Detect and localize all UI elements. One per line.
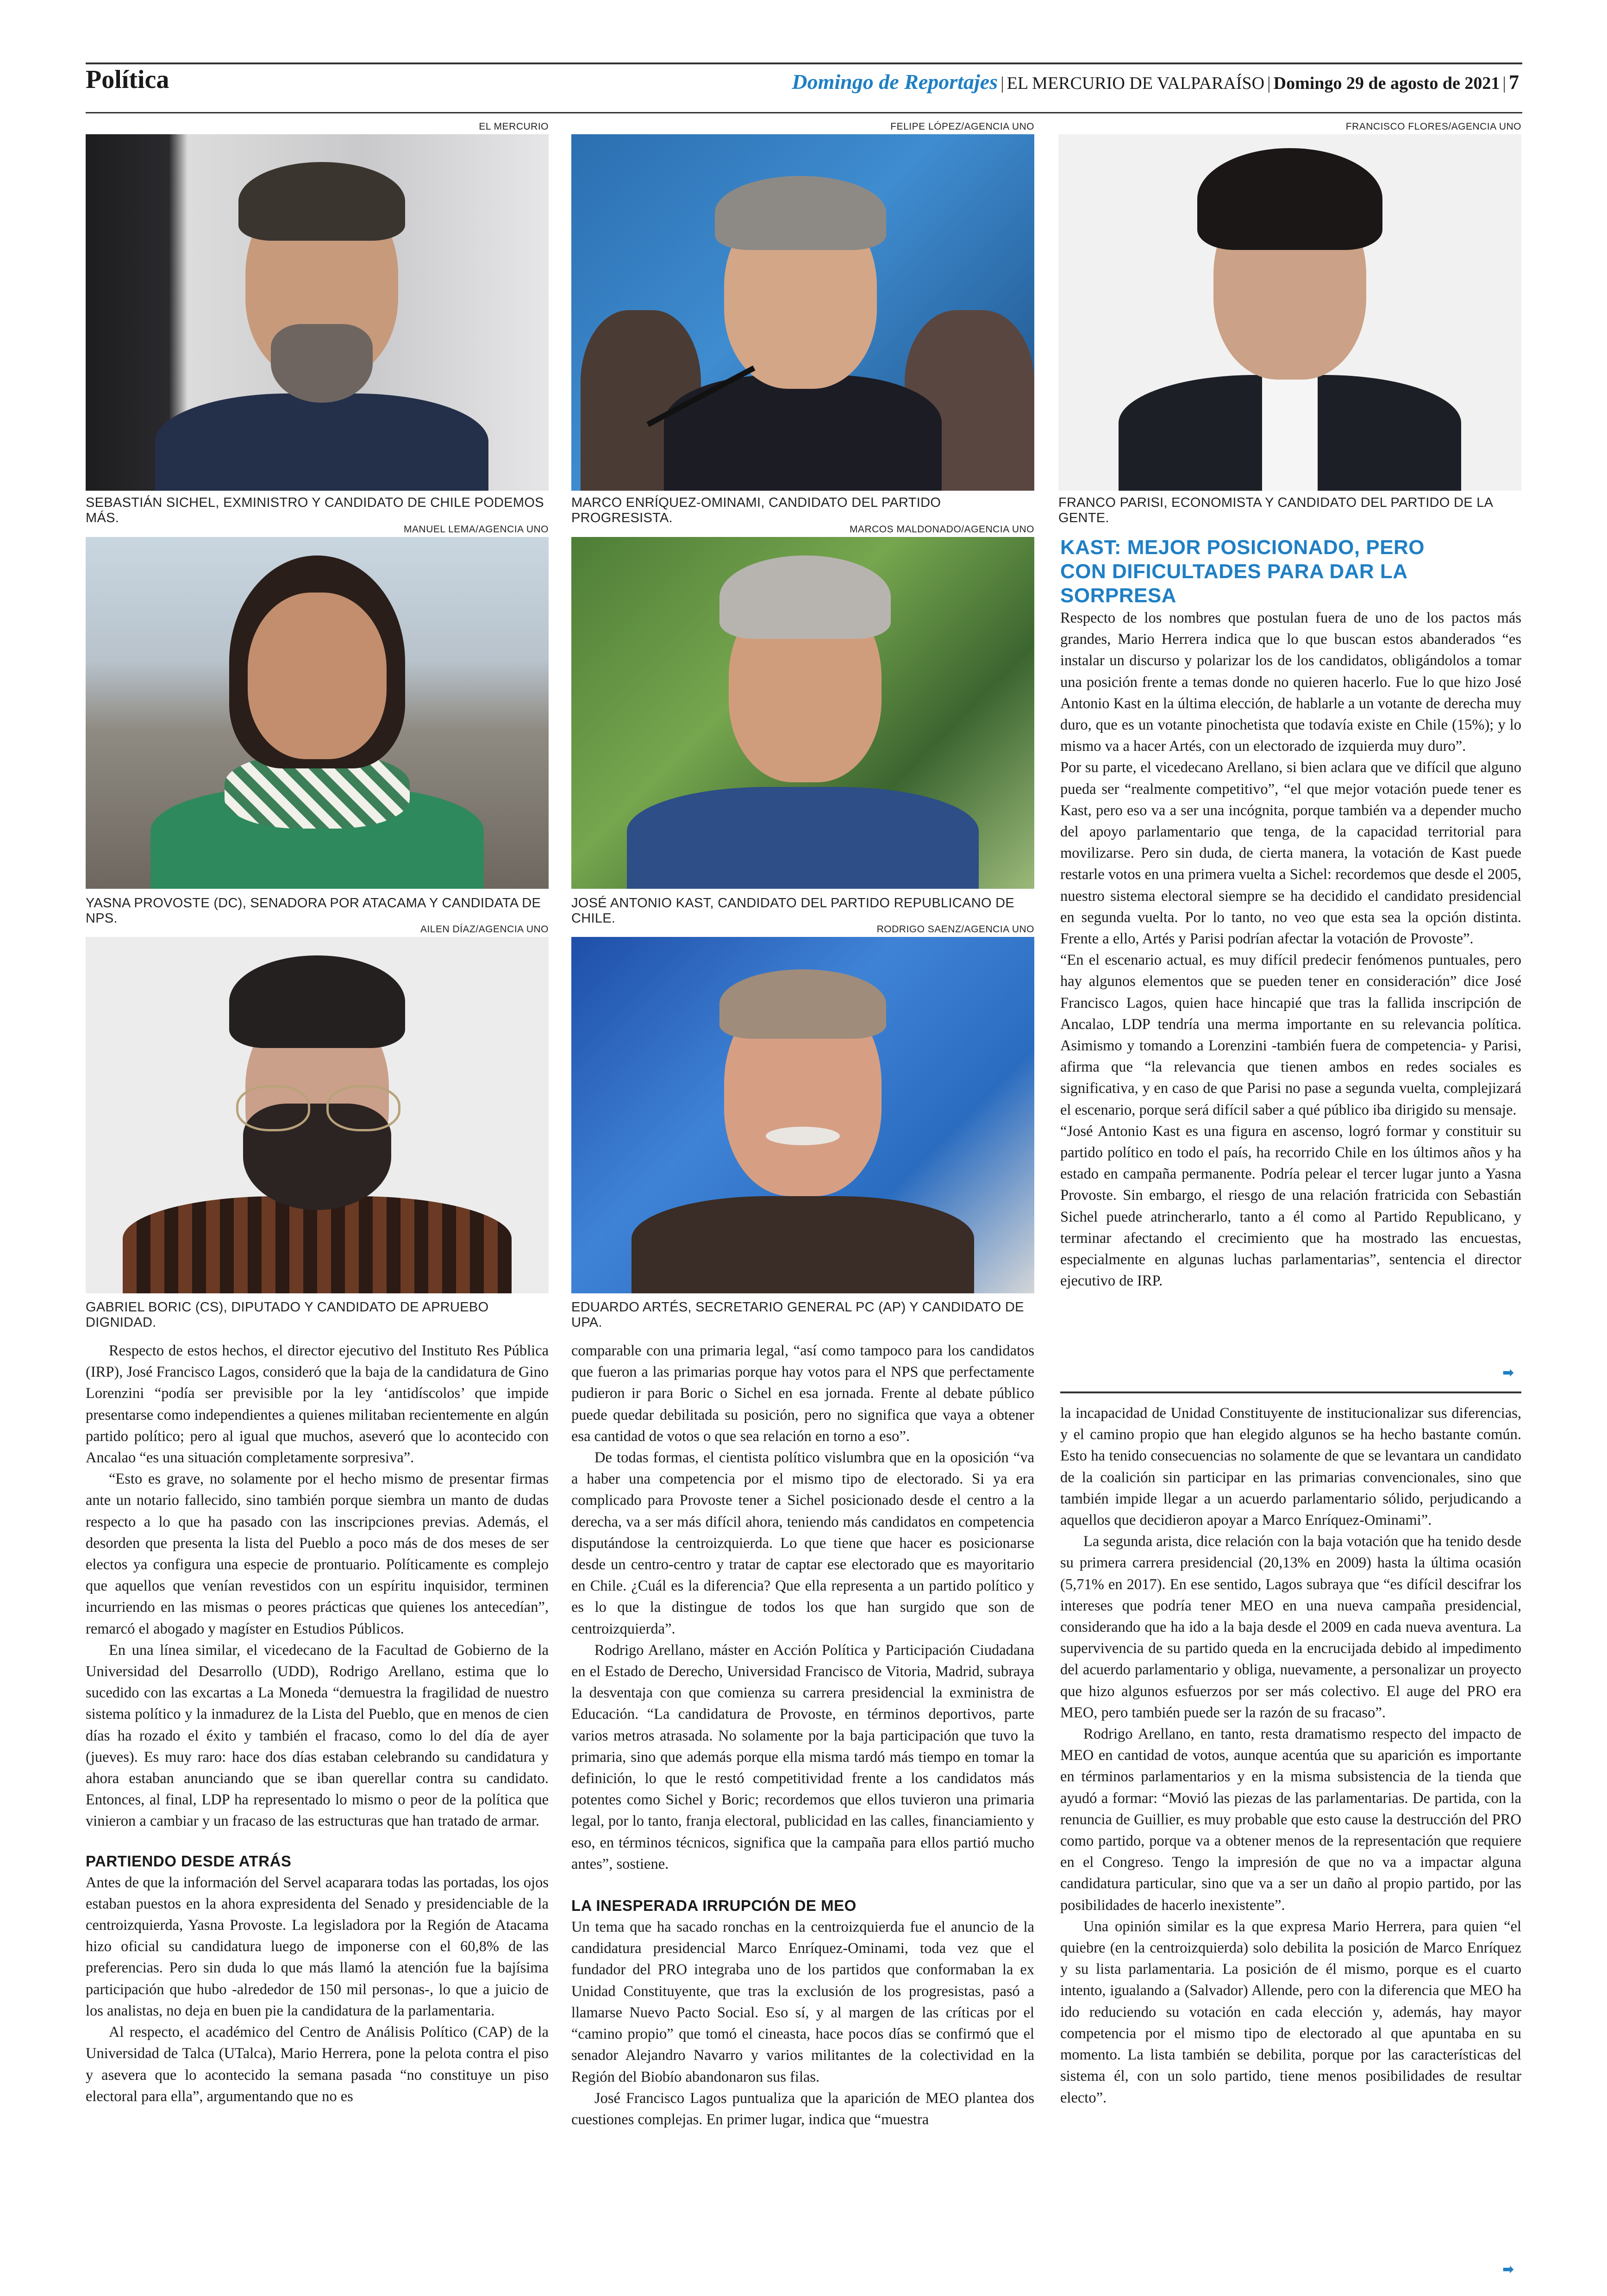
photo-caption: YASNA PROVOSTE (DC), SENADORA POR ATACAMA Y CANDIDATA DE NPS.: [86, 896, 541, 926]
continue-arrow-icon: ➡: [1502, 2261, 1514, 2277]
subheading: LA INESPERADA IRRUPCIÓN DE MEO: [571, 1897, 857, 1915]
brand-name: Domingo de Reportajes: [792, 70, 998, 94]
candidate-photo: [86, 537, 549, 889]
photo-caption: FRANCO PARISI, ECONOMISTA Y CANDIDATO DEL PARTIDO DE LA GENTE.: [1058, 495, 1493, 525]
paragraph: “Esto es grave, no solamente por el hecho mismo de presentar firmas ante un notario fallecido, sino también porque siembra un manto de dudas respecto a lo que ha pasado con las inscripciones previas. Además, el desorden que presenta la lista del Pueblo a poco más de dos meses de ser electos ya configura una especie de prontuario. Políticamente es complejo que aquellos que venían revestidos con un espíritu inquisidor, terminen incurriendo en las mismas o peores prácticas que quienes los antecedían”, remarcó el abogado y magíster en Estudios Públicos.: [86, 1471, 549, 1637]
candidate-photo: [1058, 134, 1521, 491]
candidate-photo: [86, 134, 549, 491]
paragraph: “En el escenario actual, es muy difícil predecir fenómenos puntuales, pero hay algunos elementos que se pueden tener en consideración” dice José Francisco Lagos, quien hace hincapié que tras la fallida inscripción de Ancalao, LDP tendría una merma importante en su relevancia política. Asimismo y tomando a Lorenzini -también fuera de competencia- y Parisi, afirma que “la relevancia que tienen ambos en redes sociales es significativa, y en caso de que Parisi no pase a segunda vuelta, complejizará el escenario, porque será difícil saber a qué público iba dirigido su mensaje.: [1060, 952, 1521, 1118]
photo-caption: MARCO ENRÍQUEZ-OMINAMI, CANDIDATO DEL PARTIDO PROGRESISTA.: [571, 495, 941, 525]
article-column-2: [571, 1340, 1034, 2130]
paragraph: Antes de que la información del Servel acaparara todas las portadas, los ojos estaban puestos en la ahora expresidenta del Senado y presidenciable de la centroizquierda, Yasna Provoste. La legisladora por la Región de Atacama hizo oficial su candidatura luego de imponerse con el 60,8% de las preferencias. Pero sin duda lo que más llamó la atención fue la bajísima participación que hubo -alrededor de 150 mil personas-, lo que a juicio de los analistas, no deja en buen pie la candidatura de la parlamentaria.: [86, 1874, 549, 2019]
paper-name: EL MERCURIO DE VALPARAÍSO: [1007, 74, 1265, 93]
article-column-1: [86, 1340, 549, 2107]
paragraph: De todas formas, el cientista político vislumbra que en la oposición “va a haber una competencia por el mismo tipo de electorado. Si ya era complicado para Provoste tener a Sichel posicionado desde el centro a la derecha, va a ser más difícil ahora, teniendo más candidatos en competencia disputándose la centroizquierda. Lo que tiene que hacer es posicionarse desde un centro-centro y tratar de captar ese electorado que es mayoritario en Chile. ¿Cuál es la diferencia? Que ella representa a un partido político y es lo que la distingue de todos los que han surgido que son de centroizquierda”.: [571, 1449, 1034, 1637]
masthead: Domingo de Reportajes | EL MERCURIO DE VALPARAÍSO | Domingo 29 de agosto de 2021 | 7: [792, 70, 1519, 94]
paragraph: Rodrigo Arellano, en tanto, resta dramatismo respecto del impacto de MEO en cantidad de votos, aunque acentúa que su aparición es importante en términos parlamentarios y en la misma subsistencia de la tienda que ayudó a formar: “Movió las piezas de las parlamentarias. De partida, con la renuncia de Guillier, es muy probable que esto cause la destrucción del PRO como partido, porque va a obtener menos de la representación que requiere en el Congreso. Tengo la impresión de que no va a impactar alguna candidatura particular, sino que va a ser un daño al propio partido, por las posibilidades de hacerlo inexistente”.: [1060, 1726, 1521, 1914]
paragraph: Respecto de estos hechos, el director ejecutivo del Instituto Res Pública (IRP), José Francisco Lagos, consideró que la baja de la candidatura de Gino Lorenzini “podía ser previsible por la ley ‘antidíscolos’ que impide presentarse como independientes a quienes militaban recientemente en algún partido político; pero al igual que muchos, aseveró que lo acontecido con Ancalao “es una situación completamente sorpresiva”.: [86, 1342, 549, 1466]
photo-credit: MARCOS MALDONADO/AGENCIA UNO: [849, 524, 1034, 535]
photo-credit: FRANCISCO FLORES/AGENCIA UNO: [1345, 121, 1521, 132]
issue-date: Domingo 29 de agosto de 2021: [1273, 74, 1500, 93]
candidate-photo: [571, 134, 1034, 491]
paragraph: Por su parte, el vicedecano Arellano, si bien aclara que ve difícil que alguno pueda ser “realmente competitivo”, “el que mejor votación puede tener es Kast, pero eso va a ser una incógnita, porque también va a depender mucho del apoyo parlamentario que tenga, de la capacidad territorial para movilizarse. Pero sin duda, de cierta manera, la votación de Kast puede restarle votos en una primera vuelta a Sichel: recordemos que desde el 2005, nuestro sistema electoral siempre se ha decidido el candidato presidencial en segunda vuelta. Por lo tanto, no veo que esta sea la opción distinta. Frente a ello, Artés y Parisi podrían afectar la votación de Provoste”.: [1060, 759, 1521, 948]
paragraph: comparable con una primaria legal, “así como tampoco para los candidatos que fueron a las primarias porque hay votos para el NPS que perfectamente pudieron ir para Boric o Sichel en esa jornada. Frente al debate público puede quedar debilitada su posición, pero no significa que vaya a obtener esa cantidad de votos o que sea relación en torno a eso”.: [571, 1342, 1034, 1445]
kast-section-body: [1060, 607, 1521, 1292]
candidate-photo: [571, 537, 1034, 889]
paragraph: Una opinión similar es la que expresa Mario Herrera, para quien “el quiebre (en la centroizquierda) solo debilita la posición de Marco Enríquez y su lista parlamentaria. La posición de él mismo, porque es el cuarto intento, igualando a (Salvador) Allende, pero con la diferencia que MEO ha ido reduciendo su votación en cada elección y, además, hay mayor competencia por el mismo tipo de electorado al que apuntaba en su momento. La lista también se debilita, porque por las características del sistema él, con un solo partido, tiene menos posibilidades de resultar electo”.: [1060, 1918, 1521, 2106]
candidate-photo: [571, 937, 1034, 1293]
paragraph: En una línea similar, el vicedecano de la Facultad de Gobierno de la Universidad del Desarrollo (UDD), Rodrigo Arellano, estima que lo sucedido con las excartas a La Moneda “demuestra la fragilidad de nuestro sistema político y la inmadurez de la Lista del Pueblo, que en menos de cien días ha rozado el éxito y también el fracaso, como lo del día de ayer (jueves). Es muy raro: hace dos días estaban celebrando su candidatura y ahora estaban anunciando que se iban querellar contra su candidato. Entonces, al final, LDP ha representado lo mismo o peor de la política que vinieron a cambiar y un fracaso de las estructuras que han tratado de armar.: [86, 1641, 549, 1830]
paragraph: Al respecto, el académico del Centro de Análisis Político (CAP) de la Universidad de Talca (UTalca), Mario Herrera, pone la pelota contra el piso y asevera que lo acontecido la semana pasada “no constituye un piso electoral para ella”, argumentando que no es: [86, 2024, 549, 2105]
paragraph: La segunda arista, dice relación con la baja votación que ha tenido desde su primera carrera presidencial (20,13% en 2009) hasta la última ocasión (5,71% en 2017). En ese sentido, Lagos subraya que “es difícil descifrar los intereses que podría tener MEO en una nueva campaña presidencial, considerando que ha ido a la baja desde el 2009 en cada nueva aventura. La supervivencia de su partido queda en la encrucijada debido al impedimento del acuerdo parlamentario y obliga, nuevamente, a personalizar un proyecto que hizo algunos esfuerzos por ser más colectivo. El auge del PRO era MEO, pero también puede ser la razón de su fracaso”.: [1060, 1533, 1521, 1721]
paragraph: “José Antonio Kast es una figura en ascenso, logró formar y constituir su partido político en todo el país, ha recorrido Chile en los últimos años y ha estado en campaña permanente. Podría pelear el tercer lugar junto a Yasna Provoste. Sin embargo, el riesgo de una relación fratricida con Sebastián Sichel puede atrincherarlo, tanto a él como al Partido Republicano, y terminar afectando el crecimiento que ha mostrado las encuestas, especialmente en algunas luchas parlamentarias”, sentencia el director ejecutivo de IRP.: [1060, 1123, 1521, 1290]
sidebar-end-rule: [1060, 1391, 1521, 1393]
section-title: Política: [86, 65, 169, 94]
header-bottom-rule: [86, 112, 1522, 113]
paragraph: Rodrigo Arellano, máster en Acción Política y Participación Ciudadana en el Estado de Derecho, Universidad Francisco de Vitoria, Madrid, subraya la desventaja con que comienza su carrera presidencial la exministra de Educación. “La candidatura de Provoste, en términos deportivos, parte varios metros atrasada. No solamente por la baja participación que tuvo la primaria, sino que además porque ella misma tardó más tiempo en tomar la definición, lo que le restó competitividad frente a los candidatos más potentes como Sichel y Boric; recordemos que ellos tuvieron una primaria legal, por lo tanto, franja electoral, publicidad en las calles, financiamiento y eso, en términos técnicos, significa que la campaña para ellos partió mucho antes”, sostiene.: [571, 1641, 1034, 1872]
paragraph: la incapacidad de Unidad Constituyente de institucionalizar sus diferencias, y el camino propio que han elegido algunos se ha hecho bastante común. Esto ha tenido consecuencias no solamente de que se levantara un candidato de la coalición sin participar en las primarias convencionales, sino que también impide llegar a un acuerdo parlamentario sólido, perjudicando a aquellos que decidieron apoyar a Marco Enríquez-Ominami”.: [1060, 1405, 1521, 1529]
photo-caption: SEBASTIÁN SICHEL, EXMINISTRO Y CANDIDATO DE CHILE PODEMOS MÁS.: [86, 495, 544, 525]
photo-credit: FELIPE LÓPEZ/AGENCIA UNO: [890, 121, 1034, 132]
paragraph: José Francisco Lagos puntualiza que la aparición de MEO plantea dos cuestiones complejas. En primer lugar, indica que “muestra: [571, 2090, 1034, 2128]
kast-section-heading: KAST: MEJOR POSICIONADO, PERO CON DIFICULTADES PARA DAR LA SORPRESA: [1060, 536, 1425, 607]
photo-credit: EL MERCURIO: [479, 121, 549, 132]
candidate-photo: [86, 937, 549, 1293]
paragraph: Respecto de los nombres que postulan fuera de uno de los pactos más grandes, Mario Herrera indica que lo que buscan estos abanderados “es instalar un discurso y polarizar los de los candidatos, obligándolos a tomar una posición frente a temas donde no quieren hacerlo. Fue lo que hizo José Antonio Kast en la última elección, de hablarle a un votante de derecha muy duro, que es un votante pinochetista que todavía existe en Chile (15%); y lo mismo va a hacer Artés, con un electorado de izquierda muy duro”.: [1060, 610, 1521, 755]
page-number: 7: [1509, 71, 1519, 94]
paragraph: Un tema que ha sacado ronchas en la centroizquierda fue el anuncio de la candidatura presidencial Marco Enríquez-Ominami, toda vez que el fundador del PRO integraba uno de los partidos que conformaban la ex Unidad Constituyente, que tras la exclusión de los progresistas, pasó a llamarse Nuevo Pacto Social. Eso sí, y al margen de las críticas por el “camino propio” que tomó el cineasta, hace pocos días se confirmó que el senador Alejandro Navarro y varios militantes de la colectividad en la Región del Biobío abandonaron sus filas.: [571, 1919, 1034, 2085]
photo-caption: JOSÉ ANTONIO KAST, CANDIDATO DEL PARTIDO REPUBLICANO DE CHILE.: [571, 896, 1015, 926]
subheading: PARTIENDO DESDE ATRÁS: [86, 1852, 292, 1870]
article-column-3: [1060, 1403, 1521, 2109]
photo-credit: RODRIGO SAENZ/AGENCIA UNO: [876, 924, 1034, 935]
photo-caption: EDUARDO ARTÉS, SECRETARIO GENERAL PC (AP) Y CANDIDATO DE UPA.: [571, 1300, 1024, 1330]
continue-arrow-icon: ➡: [1502, 1365, 1514, 1381]
header-top-rule: [86, 62, 1522, 64]
photo-credit: AILEN DÍAZ/AGENCIA UNO: [420, 924, 549, 935]
photo-credit: MANUEL LEMA/AGENCIA UNO: [404, 524, 549, 535]
photo-caption: GABRIEL BORIC (CS), DIPUTADO Y CANDIDATO DE APRUEBO DIGNIDAD.: [86, 1300, 489, 1330]
